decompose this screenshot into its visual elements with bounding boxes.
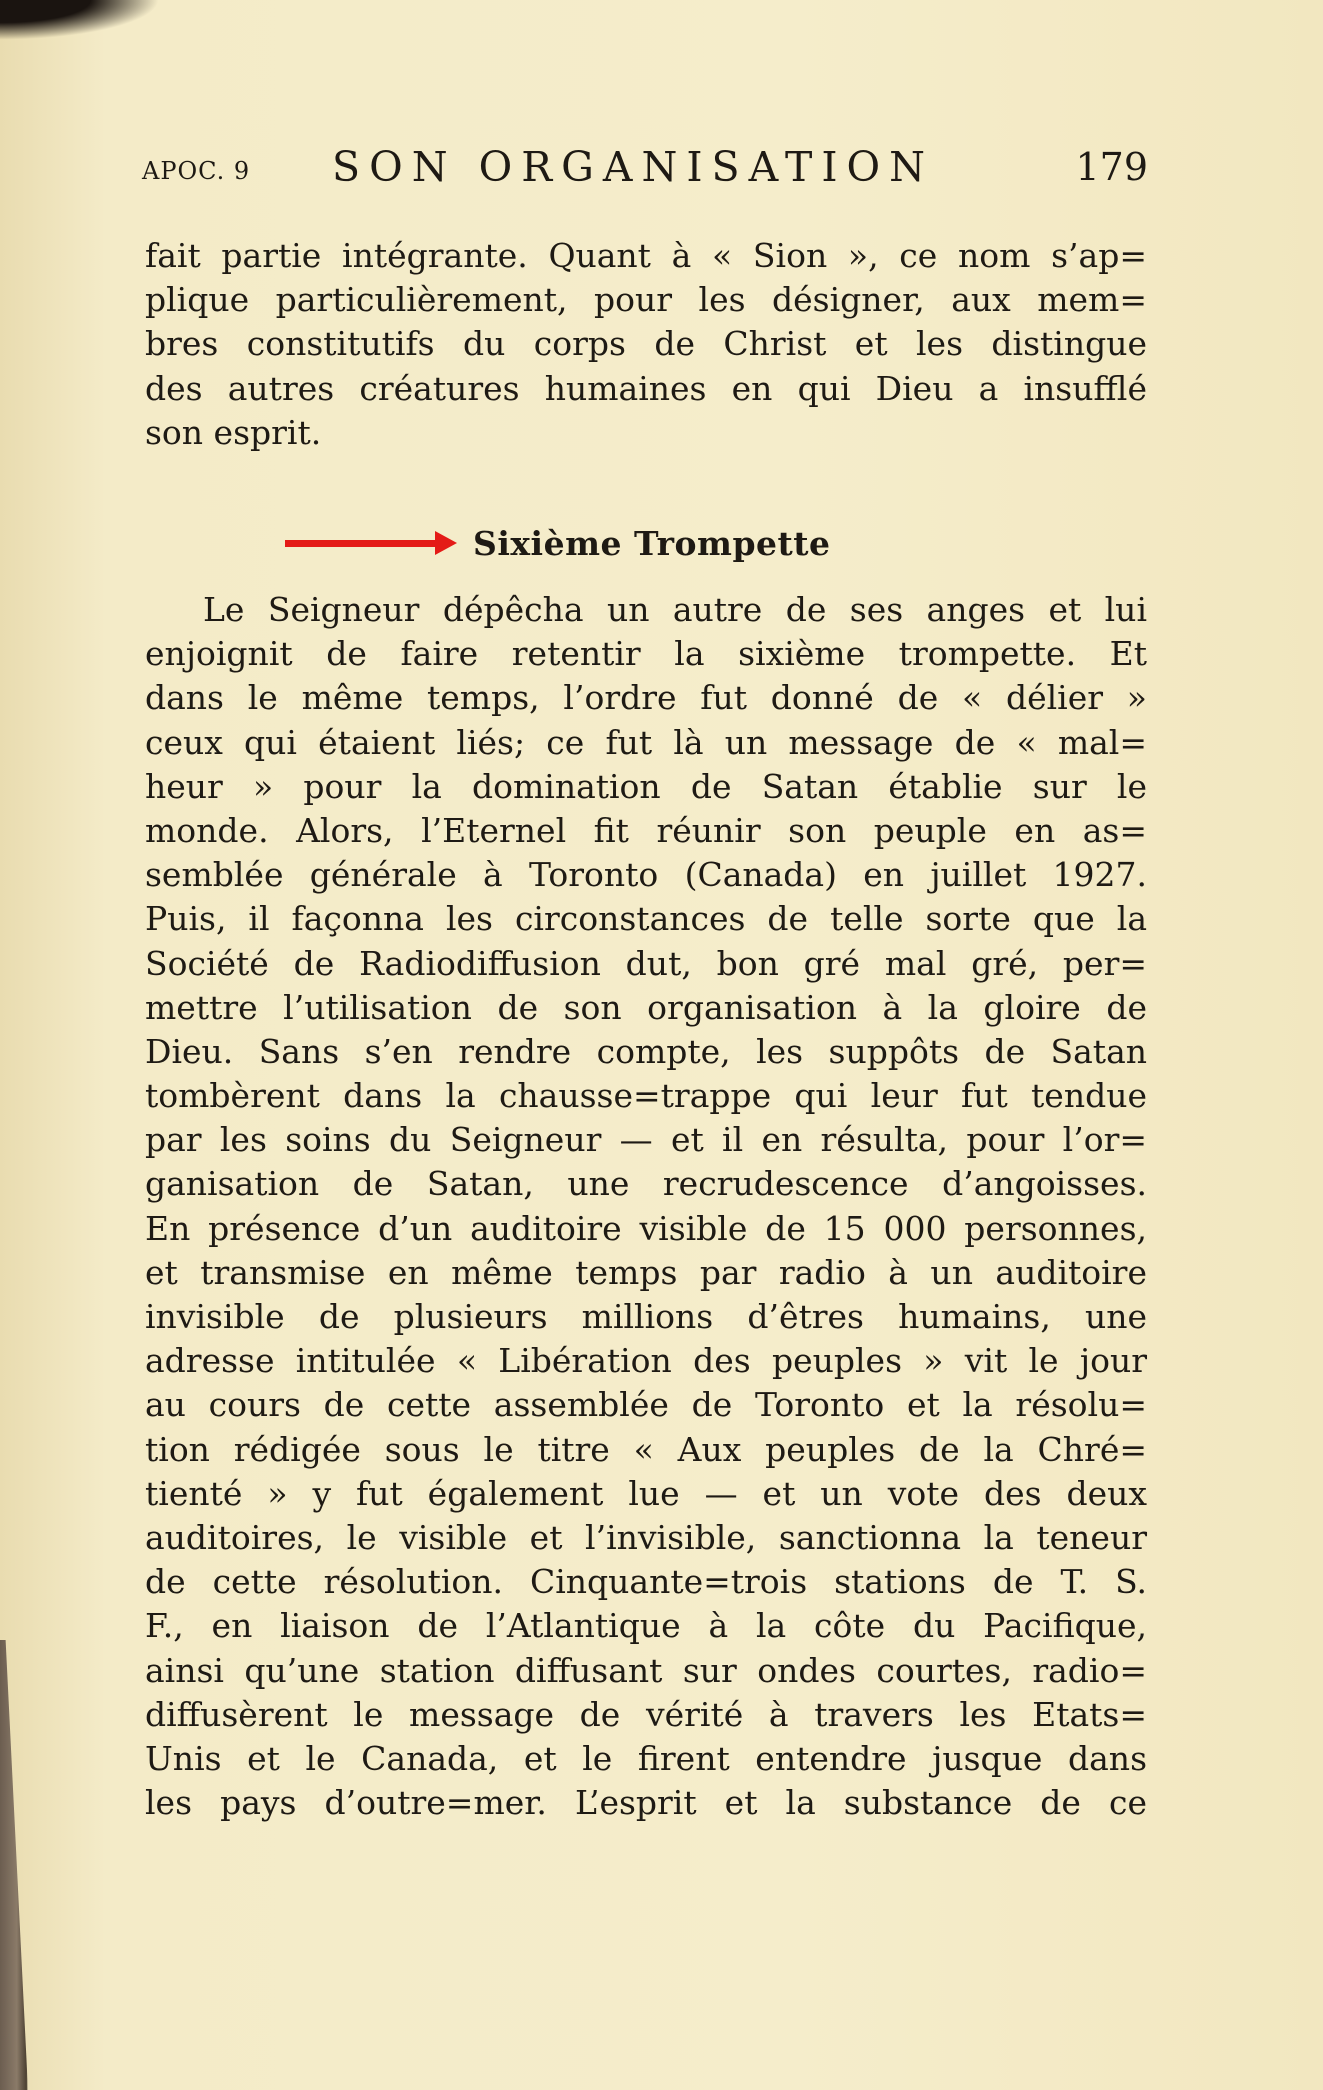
- right-arrow-icon: [285, 531, 465, 555]
- text-line: Le Seigneur dépêcha un autre de ses anges et lui: [203, 590, 1147, 629]
- text-line: son esprit.: [145, 412, 322, 452]
- page-corner-shadow: [0, 0, 160, 40]
- book-binding-edge: [0, 1640, 28, 2090]
- text-line: ganisation de Satan, une recrudescence d’angoisses.: [145, 1164, 1147, 1204]
- text-line: au cours de cette assemblée de Toronto et la résolu=: [145, 1385, 1147, 1425]
- text-line: par les soins du Seigneur — et il en résulta, pour l’or=: [145, 1120, 1147, 1160]
- text-line: Unis et le Canada, et le firent entendre jusque dans: [145, 1738, 1147, 1778]
- running-head: [142, 143, 1148, 193]
- text-line: dans le même temps, l’ordre fut donné de « délier »: [145, 678, 1147, 718]
- text-line: En présence d’un auditoire visible de 15 000 personnes,: [145, 1208, 1147, 1248]
- text-line: Société de Radiodiffusion dut, bon gré mal gré, per=: [145, 943, 1147, 983]
- text-line: plique particulièrement, pour les désigner, aux mem=: [145, 280, 1147, 320]
- arrow-head: [435, 531, 457, 555]
- text-line: F., en liaison de l’Atlantique à la côte du Pacifique,: [145, 1606, 1147, 1646]
- text-line: semblée générale à Toronto (Canada) en juillet 1927.: [145, 855, 1147, 895]
- paragraph-1: [145, 234, 1147, 455]
- text-line: et transmise en même temps par radio à un auditoire: [145, 1252, 1147, 1292]
- text-line: fait partie intégrante. Quant à « Sion », ce nom s’ap=: [145, 236, 1147, 275]
- text-line: diffusèrent le message de vérité à travers les Etats=: [145, 1694, 1147, 1734]
- text-line: les pays d’outre=mer. L’esprit et la substance de ce: [145, 1783, 1147, 1823]
- text-line: Dieu. Sans s’en rendre compte, les suppôts de Satan: [145, 1031, 1147, 1071]
- arrow-shaft: [285, 540, 437, 547]
- text-line: adresse intitulée « Libération des peuples » vit le jour: [145, 1341, 1147, 1381]
- text-line: ainsi qu’une station diffusant sur ondes courtes, radio=: [145, 1650, 1147, 1690]
- section-heading-row: [285, 518, 831, 568]
- text-line: des autres créatures humaines en qui Dieu a insufflé: [145, 368, 1147, 408]
- text-line: enjoignit de faire retentir la sixième trompette. Et: [145, 634, 1147, 674]
- section-heading: Sixième Trompette: [473, 523, 831, 563]
- text-line: tienté » y fut également lue — et un vote des deux: [145, 1473, 1147, 1513]
- text-line: mettre l’utilisation de son organisation à la gloire de: [145, 987, 1147, 1027]
- text-line: bres constitutifs du corps de Christ et les distingue: [145, 324, 1147, 364]
- text-line: auditoires, le visible et l’invisible, sanctionna la teneur: [145, 1517, 1147, 1557]
- text-line: tombèrent dans la chausse=trappe qui leur fut tendue: [145, 1076, 1147, 1116]
- text-line: de cette résolution. Cinquante=trois stations de T. S.: [145, 1562, 1147, 1602]
- text-line: ceux qui étaient liés; ce fut là un message de « mal=: [145, 722, 1147, 762]
- running-title: SON ORGANISATION: [332, 143, 935, 191]
- text-line: heur » pour la domination de Satan établie sur le: [145, 766, 1147, 806]
- text-line: Puis, il façonna les circonstances de telle sorte que la: [145, 899, 1147, 939]
- text-line: tion rédigée sous le titre « Aux peuples de la Chré=: [145, 1429, 1147, 1469]
- text-line: monde. Alors, l’Eternel fit réunir son peuple en as=: [145, 810, 1147, 850]
- text-line: invisible de plusieurs millions d’êtres humains, une: [145, 1297, 1147, 1336]
- chapter-reference: APOC. 9: [142, 157, 251, 185]
- page-number: 179: [1075, 145, 1148, 189]
- paragraph-2: [145, 588, 1147, 1825]
